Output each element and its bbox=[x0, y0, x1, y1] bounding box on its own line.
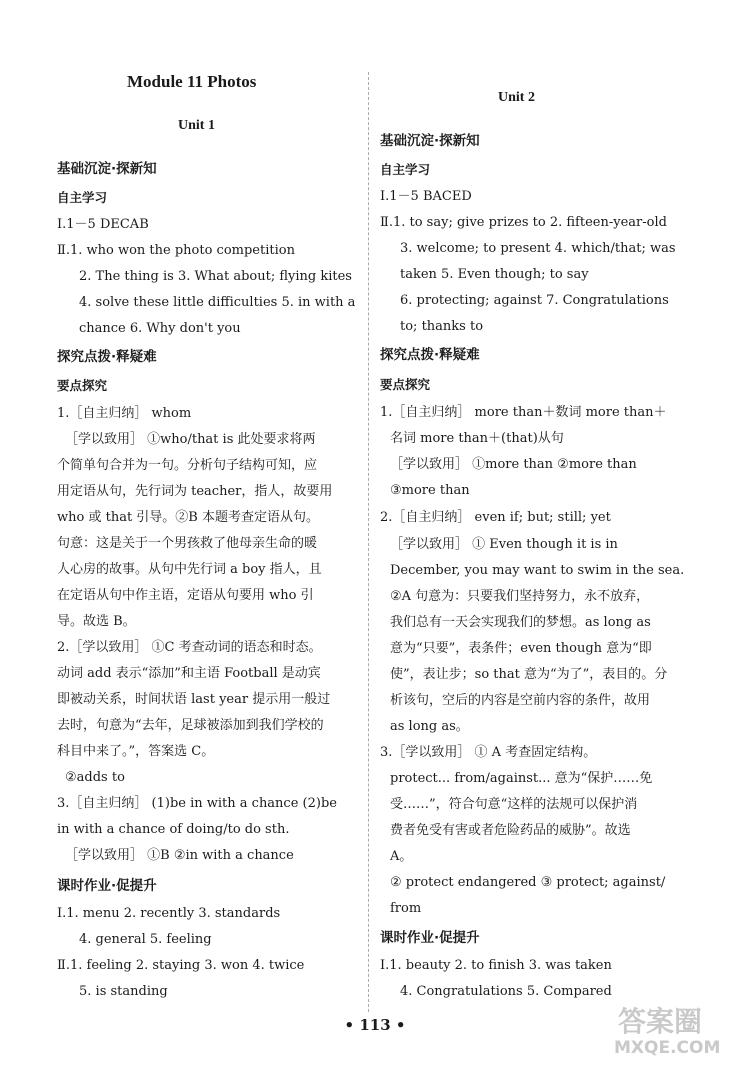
answer-line: ［学以致用］ ①B ②in with a chance bbox=[65, 848, 294, 863]
answer-line: 4. general 5. feeling bbox=[79, 932, 212, 947]
column-divider bbox=[368, 72, 369, 1012]
subsection-heading: 自主学习 bbox=[57, 190, 108, 205]
subsection-heading: 自主学习 bbox=[380, 162, 431, 177]
answer-line: 3.［学以致用］ ① A 考查固定结构。 bbox=[380, 745, 597, 760]
subsection-heading: 要点探究 bbox=[380, 377, 431, 392]
answer-line: to; thanks to bbox=[400, 319, 484, 334]
answer-line: protect... from/against... 意为“保护……免 bbox=[390, 771, 653, 786]
answer-line: 费者免受有害或者危险药品的威胁”。故选 bbox=[390, 823, 631, 838]
answer-line: 用定语从句，先行词为 teacher，指人，故要用 bbox=[57, 484, 333, 499]
answer-line: 2.［自主归纳］ even if; but; still; yet bbox=[380, 510, 611, 525]
answer-line: ②A 句意为：只要我们坚持努力，永不放弃， bbox=[390, 589, 650, 604]
section-heading: 探究点拨·释疑难 bbox=[380, 347, 480, 363]
answer-line: 动词 add 表示“添加”和主语 Football 是动宾 bbox=[57, 666, 321, 681]
watermark-title: 答案圈 bbox=[618, 1005, 703, 1038]
answer-line: as long as。 bbox=[390, 719, 469, 734]
answer-line: December, you may want to swim in the sea. bbox=[390, 563, 685, 578]
answer-line: 即被动关系，时间状语 last year 提示用一般过 bbox=[57, 692, 331, 707]
answer-line: who 或 that 引导。②B 本题考查定语从句。 bbox=[57, 510, 319, 525]
answer-line: 意为“只要”，表条件；even though 意为“即 bbox=[390, 641, 652, 656]
answer-line: 科目中来了。”，答案选 C。 bbox=[57, 744, 215, 759]
unit-title: Unit 1 bbox=[178, 118, 215, 133]
subsection-heading: 要点探究 bbox=[57, 378, 108, 393]
page-number: • 113 • bbox=[344, 1016, 406, 1034]
answer-line: taken 5. Even though; to say bbox=[400, 267, 589, 282]
answer-line: Ⅰ.1－5 BACED bbox=[380, 189, 472, 204]
answer-line: 个简单句合并为一句。分析句子结构可知，应 bbox=[57, 458, 318, 473]
answer-line: ②adds to bbox=[65, 770, 125, 785]
answer-line: 6. protecting; against 7. Congratulations bbox=[400, 293, 669, 308]
answer-line: ［学以致用］ ①more than ②more than bbox=[390, 457, 637, 472]
section-heading: 基础沉淀·探新知 bbox=[57, 161, 157, 177]
answer-line: 5. is standing bbox=[79, 984, 168, 999]
answer-line: 受……”，符合句意“这样的法规可以保护消 bbox=[390, 797, 638, 812]
answer-line: in with a chance of doing/to do sth. bbox=[57, 822, 290, 837]
answer-line: 3.［自主归纳］ (1)be in with a chance (2)be bbox=[57, 796, 337, 811]
answer-line: ③more than bbox=[390, 483, 470, 498]
answer-line: Ⅰ.1. menu 2. recently 3. standards bbox=[57, 906, 281, 921]
answer-line: A。 bbox=[390, 849, 413, 864]
unit-title: Unit 2 bbox=[498, 90, 535, 105]
answer-line: 句意：这是关于一个男孩救了他母亲生命的暖 bbox=[57, 536, 318, 551]
answer-line: 1.［自主归纳］ more than＋数词 more than＋ bbox=[380, 405, 667, 420]
answer-line: 使”，表让步；so that 意为“为了”，表目的。分 bbox=[390, 667, 668, 682]
answer-line: Ⅱ.1. who won the photo competition bbox=[57, 243, 295, 258]
answer-line: Ⅱ.1. to say; give prizes to 2. fifteen-year-old bbox=[380, 215, 667, 230]
answer-line: 导。故选 B。 bbox=[57, 614, 136, 629]
answer-line: ［学以致用］ ① Even though it is in bbox=[390, 537, 618, 552]
answer-line: Ⅱ.1. feeling 2. staying 3. won 4. twice bbox=[57, 958, 305, 973]
answer-line: Ⅰ.1. beauty 2. to finish 3. was taken bbox=[380, 958, 612, 973]
answer-line: chance 6. Why don't you bbox=[79, 321, 241, 336]
answer-line: 1.［自主归纳］ whom bbox=[57, 406, 192, 421]
answer-line: 3. welcome; to present 4. which/that; was bbox=[400, 241, 676, 256]
answer-line: from bbox=[390, 901, 422, 916]
answer-line: 我们总有一天会实现我们的梦想。as long as bbox=[390, 615, 651, 630]
section-heading: 基础沉淀·探新知 bbox=[380, 133, 480, 149]
section-heading: 探究点拨·释疑难 bbox=[57, 349, 157, 365]
answer-line: 2.［学以致用］ ①C 考查动词的语态和时态。 bbox=[57, 640, 322, 655]
answer-line: 在定语从句中作主语，定语从句要用 who 引 bbox=[57, 588, 314, 603]
module-title: Module 11 Photos bbox=[127, 72, 257, 91]
answer-line: Ⅰ.1－5 DECAB bbox=[57, 217, 149, 232]
answer-line: 名词 more than＋(that)从句 bbox=[390, 431, 564, 446]
watermark-logo bbox=[608, 996, 738, 1066]
answer-line: ② protect endangered ③ protect; against/ bbox=[390, 875, 666, 890]
answer-line: 去时，句意为“去年，足球被添加到我们学校的 bbox=[57, 718, 324, 733]
answer-line: 4. solve these little difficulties 5. in with a bbox=[79, 295, 356, 310]
answer-line: 析该句，空后的内容是空前内容的条件，故用 bbox=[390, 693, 651, 708]
answer-line: ［学以致用］ ①who/that is 此处要求将两 bbox=[65, 432, 316, 447]
section-heading: 课时作业·促提升 bbox=[57, 878, 157, 894]
answer-line: 2. The thing is 3. What about; flying kites bbox=[79, 269, 352, 284]
section-heading: 课时作业·促提升 bbox=[380, 930, 480, 946]
watermark-url: MXQE.COM bbox=[614, 1038, 721, 1058]
answer-line: 人心房的故事。从句中先行词 a boy 指人，且 bbox=[57, 562, 322, 577]
answer-line: 4. Congratulations 5. Compared bbox=[400, 984, 612, 999]
